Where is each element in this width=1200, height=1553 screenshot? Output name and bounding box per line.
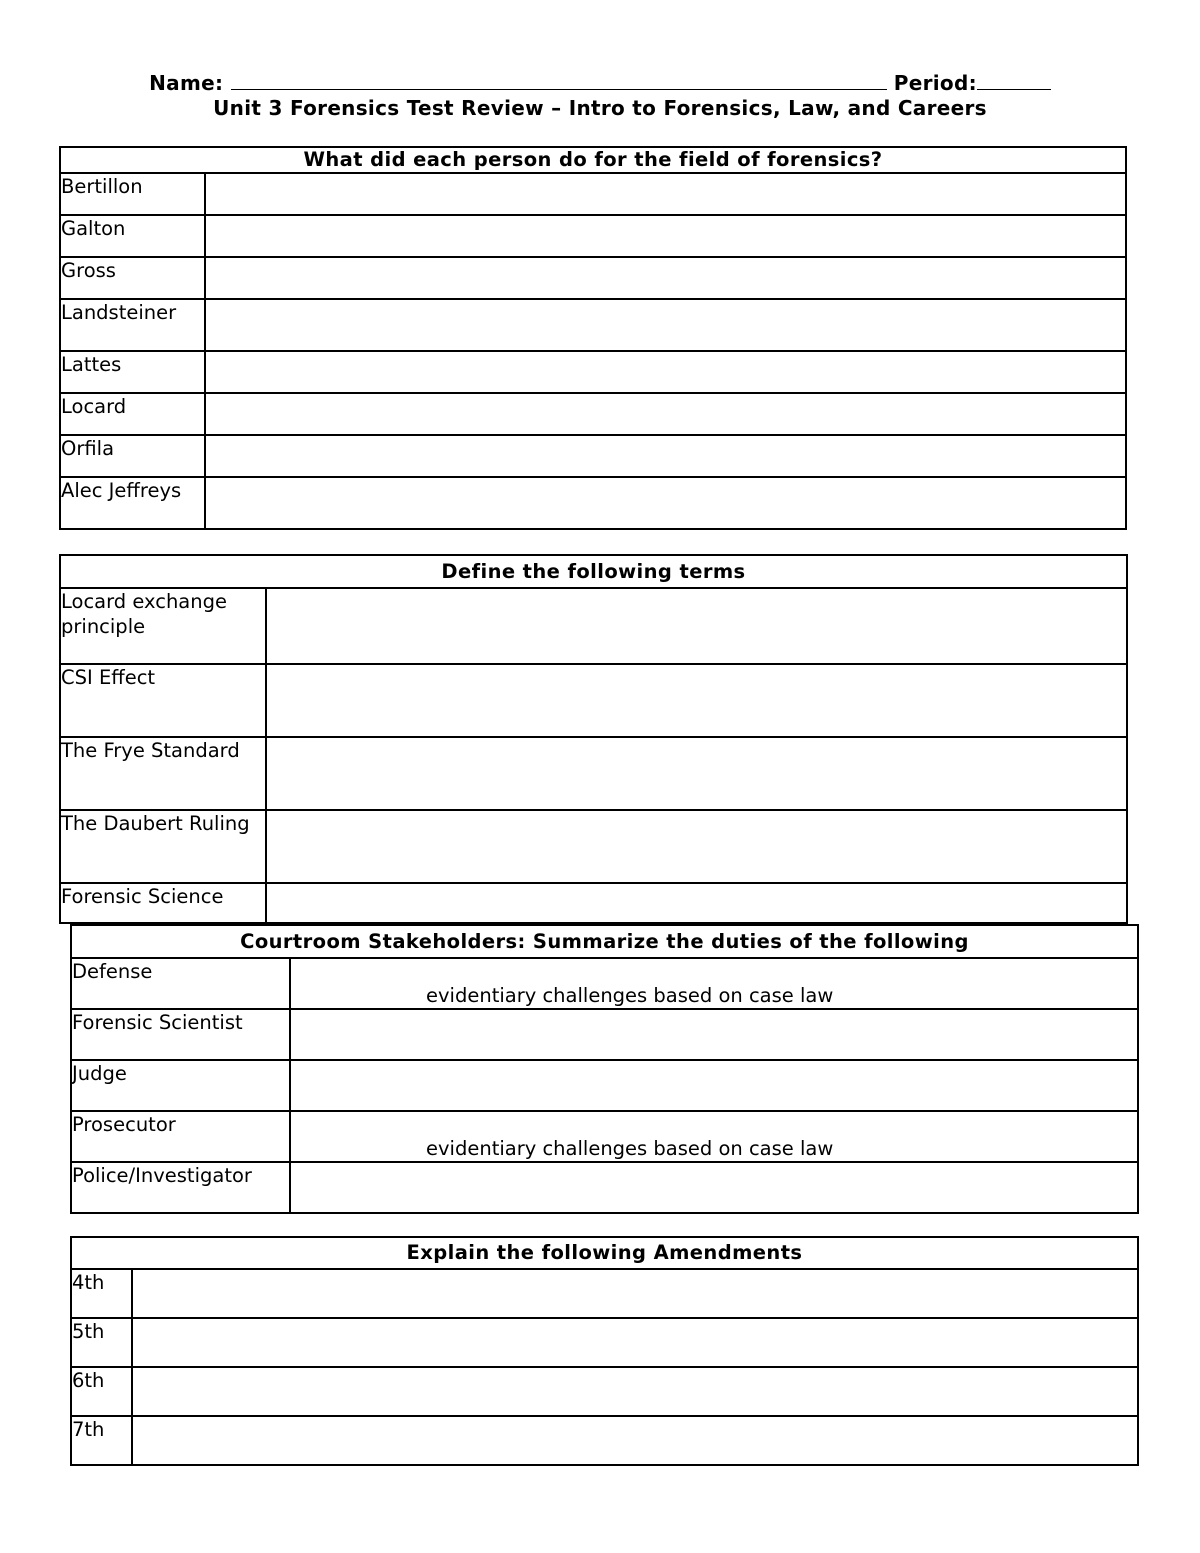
table-row xyxy=(71,958,1138,1009)
table-row xyxy=(60,737,1127,810)
table-row xyxy=(71,1367,1138,1416)
table-row xyxy=(60,435,1126,477)
row-label: Gross xyxy=(60,257,205,299)
name-period-line xyxy=(0,71,1200,95)
row-label: Defense xyxy=(71,958,290,1009)
people-table xyxy=(59,146,1127,530)
row-label: Judge xyxy=(71,1060,290,1111)
row-label: 4th xyxy=(71,1269,132,1318)
terms-table-heading: Define the following terms xyxy=(60,555,1127,588)
row-label: Forensic Scientist xyxy=(71,1009,290,1060)
row-label: The Frye Standard xyxy=(60,737,266,810)
row-label: 5th xyxy=(71,1318,132,1367)
table-row xyxy=(71,1060,1138,1111)
table-row xyxy=(60,257,1126,299)
terms-table xyxy=(59,554,1128,924)
name-field[interactable] xyxy=(231,71,887,90)
answer-cell[interactable] xyxy=(205,257,1126,299)
answer-cell[interactable] xyxy=(266,883,1127,923)
answer-cell[interactable] xyxy=(132,1269,1138,1318)
row-label: Locard exchange principle xyxy=(60,588,266,664)
table-row xyxy=(71,1162,1138,1213)
table-row xyxy=(60,351,1126,393)
row-label: Locard xyxy=(60,393,205,435)
row-label: The Daubert Ruling xyxy=(60,810,266,883)
row-label: Bertillon xyxy=(60,173,205,215)
answer-cell[interactable] xyxy=(132,1416,1138,1465)
answer-cell[interactable] xyxy=(290,958,1138,1009)
row-label: Lattes xyxy=(60,351,205,393)
page-title: Unit 3 Forensics Test Review – Intro to Forensics, Law, and Careers xyxy=(213,96,987,120)
answer-cell[interactable] xyxy=(205,393,1126,435)
period-field[interactable] xyxy=(977,71,1051,90)
table-row xyxy=(71,1318,1138,1367)
table-row xyxy=(71,1269,1138,1318)
answer-cell[interactable] xyxy=(266,810,1127,883)
answer-cell[interactable] xyxy=(266,588,1127,664)
row-label: 7th xyxy=(71,1416,132,1465)
answer-cell[interactable] xyxy=(290,1060,1138,1111)
table-row xyxy=(60,883,1127,923)
answer-cell[interactable] xyxy=(132,1318,1138,1367)
answer-cell[interactable] xyxy=(205,299,1126,351)
row-label: Prosecutor xyxy=(71,1111,290,1162)
table-row xyxy=(60,664,1127,737)
row-label: Forensic Science xyxy=(60,883,266,923)
answer-note: evidentiary challenges based on case law xyxy=(426,984,834,1007)
answer-cell[interactable] xyxy=(290,1162,1138,1213)
answer-cell[interactable] xyxy=(205,173,1126,215)
name-label: Name: xyxy=(149,71,224,95)
answer-cell[interactable] xyxy=(205,435,1126,477)
table-row xyxy=(60,588,1127,664)
answer-cell[interactable] xyxy=(290,1111,1138,1162)
amendments-table xyxy=(70,1236,1139,1466)
answer-cell[interactable] xyxy=(290,1009,1138,1060)
row-label: Galton xyxy=(60,215,205,257)
table-row xyxy=(71,1111,1138,1162)
row-label: Landsteiner xyxy=(60,299,205,351)
row-label: CSI Effect xyxy=(60,664,266,737)
answer-cell[interactable] xyxy=(266,664,1127,737)
period-label: Period: xyxy=(893,71,977,95)
answer-cell[interactable] xyxy=(205,215,1126,257)
table-row xyxy=(71,1416,1138,1465)
answer-note: evidentiary challenges based on case law xyxy=(426,1137,834,1160)
row-label: Orfila xyxy=(60,435,205,477)
row-label: 6th xyxy=(71,1367,132,1416)
table-row xyxy=(60,173,1126,215)
people-table-heading: What did each person do for the field of forensics? xyxy=(60,147,1126,173)
stakeholders-table-heading: Courtroom Stakeholders: Summarize the duties of the following xyxy=(71,925,1138,958)
table-row xyxy=(60,299,1126,351)
row-label: Alec Jeffreys xyxy=(60,477,205,529)
table-row xyxy=(60,810,1127,883)
row-label: Police/Investigator xyxy=(71,1162,290,1213)
table-row xyxy=(60,477,1126,529)
amendments-table-heading: Explain the following Amendments xyxy=(71,1237,1138,1269)
stakeholders-table xyxy=(70,924,1139,1214)
answer-cell[interactable] xyxy=(205,351,1126,393)
table-row xyxy=(71,1009,1138,1060)
answer-cell[interactable] xyxy=(132,1367,1138,1416)
table-row xyxy=(60,215,1126,257)
answer-cell[interactable] xyxy=(205,477,1126,529)
answer-cell[interactable] xyxy=(266,737,1127,810)
table-row xyxy=(60,393,1126,435)
